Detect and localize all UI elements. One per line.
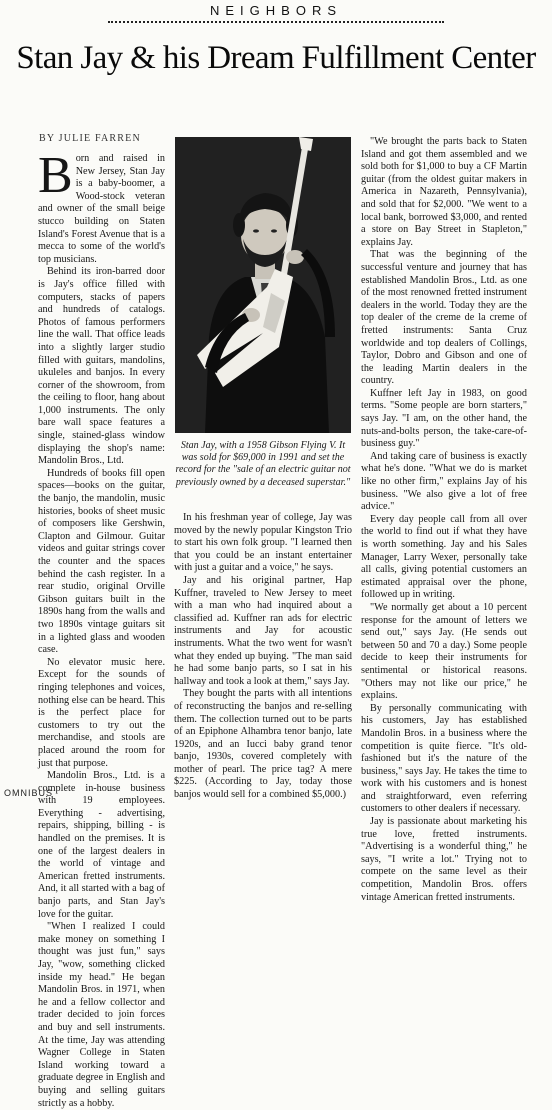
section-rule <box>108 21 444 23</box>
paragraph: Mandolin Bros., Ltd. is a complete in-house business with 19 employees. Everything - advertising, repairs, shipping, billing - is handled on the premises. It is one of the largest dealers in the world of vintage and American fretted instruments. And, it all started with a bag of banjo parts, and Stan Jay's love for the guitar. <box>38 770 165 920</box>
article-column-2 <box>174 512 352 802</box>
paragraph: Hundreds of books fill open spaces—books on the guitar, the banjo, the mandolin, music histories, books of sheet music of composers like Gershwin, Clapton and Gilmour. Guitar videos and guitar strings cover the counter and the spaces behind the cash register. In a rear studio, original Orville Gibson guitars built in the 1890s hang from the walls and two 1890s vintage guitars sit in a lighted glass and wooden case. <box>38 467 165 656</box>
paragraph: In his freshman year of college, Jay was moved by the newly popular Kingston Trio to start his own folk group. "I learned then that you could be an instant entertainer with just a guitar and a voice," he says. <box>174 512 352 574</box>
paragraph: That was the beginning of the successful venture and journey that has established Mandolin Bros., Ltd. as one of the most renowned fretted instrument dealers in the world. Today they are the top dealer of the creme de la creme of fretted instruments: Santa Cruz worldwide and top dealers of Collings, Taylor, Dobro and Gibson and one of the leading Martin dealers in the country. <box>361 249 527 387</box>
paragraph: They bought the parts with all intentions of reconstructing the banjos and re-selling them. The collection turned out to be parts of an Epiphone Alhambra tenor banjo, late 1920s, and an Iucci baby grand tenor banjo, 1930s, covered completely with mother of pearl. The price tag? A mere $225. (According to Jay, today those banjos would sell for a combined $5,000.) <box>174 688 352 801</box>
paragraph: Jay and his original partner, Hap Kuffner, traveled to New Jersey to meet with a man who had inquired about a classified ad. Kuffner ran ads for electric instruments and Jay for acoustic instruments. What the two went for wasn't what they ended up buying. "The man said he had some banjo parts, so I sat in his hallway and took a look at them," says Jay. <box>174 574 352 687</box>
paragraph: Behind its iron-barred door is Jay's office filled with computers, stacks of papers and hundreds of catalogs. Photos of famous performers line the wall. That office leads into a slightly larger studio filled with guitars, mandolins, ukuleles and banjos. In every corner of the showroom, from the ceiling to floor, hang about 1,000 instruments. The only bare wall space features a single, stained-glass window displaying the shop's name: Mandolin Bros., Ltd. <box>38 266 165 467</box>
paragraph: No elevator music here. Except for the sounds of ringing telephones and voices, nothing else can be heard. This is the perfect place for customers to try out the merchandise, and stools are placed around the room for just that purpose. <box>38 656 165 769</box>
paragraph: Jay is passionate about marketing his true love, fretted instruments. "Advertising is a wonderful thing," he says, "I write a lot." Trying not to compete on the same level as their competition, Mandolin Bros. offers vintage American fretted instruments. <box>361 816 527 903</box>
publication-footer: OMNIBUS <box>4 788 54 798</box>
article-column-3 <box>361 136 527 904</box>
byline: BY JULIE FARREN <box>39 133 141 144</box>
photo-caption: Stan Jay, with a 1958 Gibson Flying V. It was sold for $69,000 in 1991 and set the record for the "sale of an electric guitar not previously owned by a deceased superstar." <box>175 440 351 488</box>
paragraph: And taking care of business is exactly what he's done. "What we do is market like no other firm," explains Jay of his business. "We also give a lot of free advice." <box>361 450 527 513</box>
paragraph: "We normally get about a 10 percent response for the amount of letters we send out," says Jay. (He sends out between 50 and 70 a day.) Some people decide to keep their instruments for sentimental or historical reasons. "Others may not like our price," he explains. <box>361 601 527 702</box>
drop-cap: B <box>38 147 73 204</box>
section-heading: NEIGHBORS <box>209 3 342 18</box>
paragraph: Every day people call from all over the world to find out if what they have is worth something. Jay and his Sales Manager, Larry Wexer, personally take all calls, giving potential customers an estimated appraisal over the phone, followed up in writing. <box>361 513 527 601</box>
paragraph: By personally communicating with his customers, Jay has established Mandolin Bros. in a business where the competition is quite fierce. "It's old-fashioned but it's the nature of the business," says Jay. He takes the time to work with his customers and is honest and straightforward, even referring customers to other dealers if necessary. <box>361 702 527 815</box>
paragraph: orn and raised in New Jersey, Stan Jay is a baby-boomer, a Wood-stock veteran and owner of the small beige stucco building on Staten Island's Forest Avenue that is a mecca to some of the world's top musicians. <box>38 153 165 265</box>
article-column-1 <box>38 147 165 1110</box>
headline: Stan Jay & his Dream Fulfillment Center <box>16 40 536 76</box>
photo-stan-jay-with-guitar <box>175 137 351 433</box>
paragraph: "When I realized I could make money on something I thought was just fun," says Jay, "wow, something clicked inside my head." He began Mandolin Bros. in 1971, when he and a fellow collector and trader decided to join forces and buy and sell instruments. At the time, Jay was attending Wagner College in Staten Island working toward a graduate degree in English and buying and selling guitars strictly as a hobby. <box>38 921 165 1109</box>
paragraph: Kuffner left Jay in 1983, on good terms. "Some people are born starters," says Jay. "I am, on the other hand, the nuts-and-bolts person, the take-care-of-business guy." <box>361 387 527 450</box>
guitarist-illustration <box>175 137 351 433</box>
paragraph: "We brought the parts back to Staten Island and got them assembled and we sold both for $1,000 to buy a CF Martin guitar (from the oldest guitar makers in America in Nazareth, Pennsylvania), and sold that for $2,000. "We went to a local bank, borrowed $3,000, and rented a store on Bay Street in Stapleton," explains Jay. <box>361 136 527 248</box>
